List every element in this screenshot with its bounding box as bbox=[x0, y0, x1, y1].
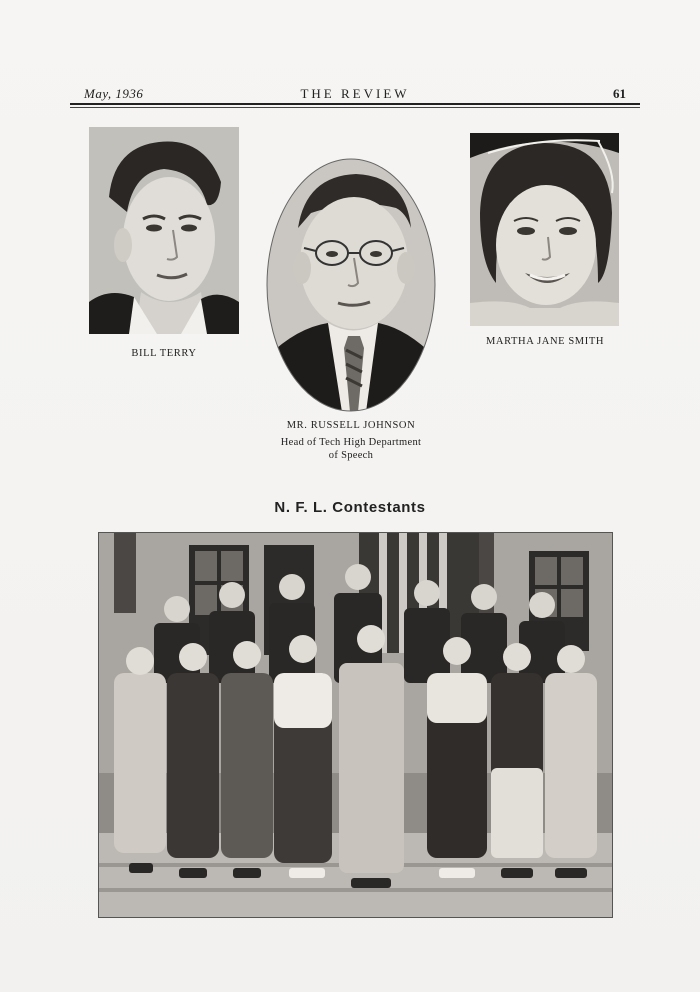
portrait-subtitle-line1: Head of Tech High Department bbox=[280, 437, 422, 448]
page-number: 61 bbox=[613, 86, 626, 101]
header-rule-thin bbox=[70, 107, 640, 108]
group-photo-nfl-contestants bbox=[98, 532, 613, 918]
header-rule-thick bbox=[70, 103, 640, 105]
publication-title: THE REVIEW bbox=[300, 86, 410, 101]
portrait-photo-martha-jane-smith bbox=[470, 133, 619, 326]
portrait-photo-russell-johnson bbox=[266, 158, 436, 412]
section-title: N. F. L. Contestants bbox=[274, 499, 426, 516]
portrait-caption-russell-johnson: MR. RUSSELL JOHNSON bbox=[286, 420, 416, 431]
portrait-photo-bill-terry bbox=[89, 127, 239, 334]
portrait-caption-martha-jane-smith: MARTHA JANE SMITH bbox=[485, 336, 605, 347]
issue-date: May, 1936 bbox=[84, 86, 144, 101]
portrait-subtitle-line2: of Speech bbox=[328, 450, 374, 461]
portrait-caption-bill-terry: BILL TERRY bbox=[131, 348, 197, 359]
